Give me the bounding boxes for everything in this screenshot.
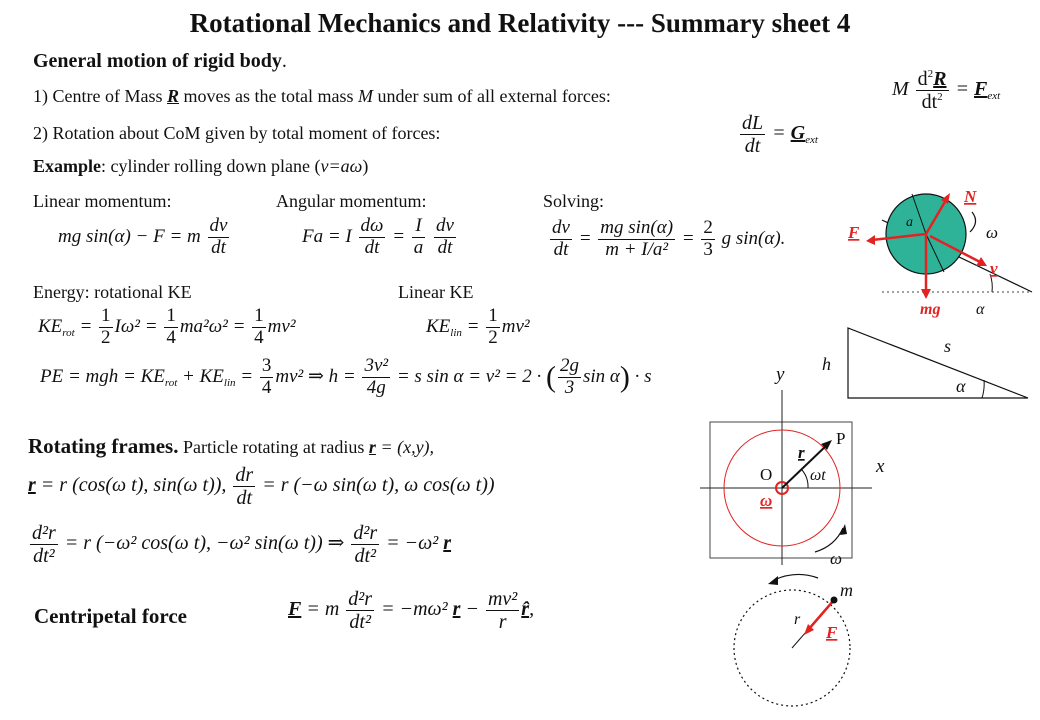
eq-d2r-frac2 bbox=[351, 522, 379, 567]
eq-d2r-num2: d²r bbox=[353, 522, 378, 544]
eq-ke-mv2: mv² bbox=[267, 315, 296, 337]
eq-pe-plus: + KE bbox=[177, 365, 224, 387]
triangle-angle-arc bbox=[982, 380, 984, 398]
eq-cp-mv2: mv² bbox=[487, 588, 518, 610]
eq-ang-a: a bbox=[413, 236, 424, 258]
general-heading-line bbox=[33, 50, 287, 73]
eq-d2r-num1: d²r bbox=[32, 522, 56, 544]
rotating-heading: Rotating frames. bbox=[28, 434, 179, 458]
angle-wt-arc bbox=[802, 470, 808, 488]
gravity-arrowhead bbox=[921, 289, 931, 299]
eq-ang-lhs: Fa = I bbox=[302, 225, 352, 247]
eq-dr: dr bbox=[235, 464, 254, 486]
eq-solve-2: 2 bbox=[703, 217, 713, 238]
eq-sup2b: 2 bbox=[937, 91, 943, 103]
eq-r-rhs: = r (cos(ω t), sin(ω t)), bbox=[35, 474, 227, 497]
eq-linear-momentum bbox=[58, 216, 231, 259]
eq-dr-dt: dt bbox=[236, 487, 253, 509]
page-title: Rotational Mechanics and Relativity --- Summary sheet 4 bbox=[189, 8, 851, 38]
eq-solve-num: mg sin(α) bbox=[600, 217, 674, 238]
circ-m: m bbox=[840, 580, 853, 600]
general-heading-dot: . bbox=[281, 50, 287, 72]
frame-y: y bbox=[776, 364, 785, 385]
eq-tg-den: 3 bbox=[564, 376, 575, 398]
circ-r: r bbox=[794, 611, 801, 628]
eq-h-num: 3v² bbox=[364, 355, 389, 376]
eq-com-M: M bbox=[892, 78, 909, 101]
motion-arc-head bbox=[768, 576, 778, 585]
eq-ke-frac3 bbox=[252, 306, 266, 349]
fig-mg: mg bbox=[920, 301, 941, 318]
eq-kel-mv2: mv² bbox=[501, 315, 530, 337]
eq-accel bbox=[28, 522, 451, 567]
eq-ang-dt: dt bbox=[364, 236, 380, 258]
eq-solve-den: m + I/a² bbox=[605, 238, 669, 260]
rotating-r: r bbox=[368, 437, 376, 457]
eq-pe-mv: mv² ⇒ h = bbox=[275, 365, 361, 387]
eq-centripetal: F = m $\frac{\text{d²r}}{\text{dt²}}$ = −mω² r − $\frac{\text{mv²}}{r}$ r̂, bbox=[288, 588, 535, 633]
eq-solve-frac1 bbox=[550, 218, 572, 261]
eq-ke-1a: 1 bbox=[101, 305, 111, 326]
eq-d2r-tail: = −ω² bbox=[381, 532, 444, 555]
eq-com-F: F bbox=[974, 78, 988, 101]
frame-r: r bbox=[798, 443, 805, 462]
eq-d2r-den1: dt² bbox=[33, 545, 55, 567]
mass-dot bbox=[831, 597, 838, 604]
eq-lin-dv: dv bbox=[209, 215, 228, 236]
motion-arc bbox=[774, 574, 818, 580]
eq-d2r-r: r bbox=[443, 532, 452, 555]
eq-solve-frac2 bbox=[598, 218, 675, 261]
eq-pe-3: 3 bbox=[261, 355, 272, 376]
frame-omega2: ω bbox=[830, 549, 843, 568]
eq-kel-sub: lin bbox=[450, 326, 462, 339]
eq-kel-2: 2 bbox=[488, 326, 498, 348]
eq-ke-2: 2 bbox=[101, 326, 111, 348]
com-M: M bbox=[357, 86, 373, 106]
eq-ang-dw: dω bbox=[360, 215, 384, 236]
eq-kel-1: 1 bbox=[488, 305, 498, 326]
eq-sin-a: sin α bbox=[582, 365, 620, 387]
line-example bbox=[33, 156, 368, 177]
rotating-xy: = (x,y), bbox=[375, 437, 435, 457]
fig-N: N bbox=[964, 187, 977, 206]
eq-solve-frac3 bbox=[701, 218, 715, 261]
eq-ke-1b: 1 bbox=[166, 305, 176, 326]
eq-tg-num: 2g bbox=[559, 355, 579, 376]
eq-ke-frac1 bbox=[99, 306, 113, 349]
example-text: : cylinder rolling down plane ( bbox=[101, 156, 321, 176]
eq-cp-F: F bbox=[288, 598, 302, 621]
eq-cp-rhat: r̂ bbox=[521, 598, 530, 621]
eq-d2r-rhs: = r (−ω² cos(ω t), −ω² sin(ω t)) ⇒ bbox=[59, 532, 350, 555]
eq-pe-rot: rot bbox=[164, 376, 178, 389]
eq-cp-m: = m bbox=[301, 598, 340, 621]
tri-h: h bbox=[822, 354, 831, 374]
energy-label: Energy: rotational KE bbox=[33, 282, 192, 302]
friction-arrowhead bbox=[866, 235, 875, 245]
eq-G-ext: ext bbox=[805, 134, 818, 147]
eq-dL: dL bbox=[742, 112, 764, 134]
eq-kel-frac bbox=[486, 306, 500, 349]
eq-h-tail: = s sin α = v² = 2 · bbox=[392, 365, 546, 387]
rotating-line bbox=[28, 434, 434, 459]
com-text-1: 1) Centre of Mass bbox=[33, 86, 167, 106]
eq-G: G bbox=[790, 122, 806, 145]
eq-pe-eq: = bbox=[235, 365, 258, 387]
eq-h-frac bbox=[362, 356, 390, 399]
frame-wt: ωt bbox=[810, 467, 826, 484]
eq-dr-frac bbox=[233, 464, 255, 509]
eq-ke-1c: 1 bbox=[254, 305, 264, 326]
eq-tg-frac bbox=[558, 356, 581, 399]
rotating-text: Particle rotating at radius bbox=[178, 437, 369, 457]
centripetal-label: Centripetal force bbox=[34, 604, 187, 628]
eq-dr-rhs: = r (−ω sin(ω t), ω cos(ω t)) bbox=[257, 474, 495, 497]
com-R: R bbox=[166, 86, 179, 106]
solving-label: Solving: bbox=[543, 191, 605, 211]
tri-alpha: α bbox=[956, 376, 966, 396]
eq-sup2: 2 bbox=[927, 68, 934, 80]
eq-com-frac bbox=[916, 68, 949, 113]
fig-v: v bbox=[990, 259, 998, 278]
fig-F: F bbox=[848, 223, 860, 242]
centripetal-figure bbox=[730, 572, 880, 712]
linear-momentum-label: Linear momentum: bbox=[33, 191, 172, 211]
eq-lin-lhs: mg sin(α) − F = m bbox=[58, 225, 201, 247]
eq-pe-4: 4 bbox=[261, 376, 272, 398]
eq-r-pos bbox=[28, 464, 495, 509]
eq-d2r-frac1 bbox=[30, 522, 58, 567]
fig-omega: ω bbox=[986, 223, 999, 242]
frame-x: x bbox=[876, 456, 885, 477]
fig-alpha: α bbox=[976, 301, 985, 318]
eq-r-vec: r bbox=[28, 474, 36, 497]
eq-d: d bbox=[917, 68, 928, 90]
eq-ang-dv: dv bbox=[436, 215, 454, 236]
eq-cp-comma: , bbox=[529, 598, 535, 621]
eq-ke-4b: 4 bbox=[254, 326, 264, 348]
eq-ang-frac1 bbox=[359, 216, 386, 259]
eq-dot-s: · s bbox=[629, 365, 652, 387]
eq-ang-I: I bbox=[412, 216, 426, 238]
eq-pe-frac bbox=[260, 356, 274, 399]
eq-ang-dt2: dt bbox=[437, 236, 453, 258]
eq-cp-rden: r bbox=[498, 611, 507, 633]
line-com bbox=[33, 86, 611, 107]
eq-pe-lin: lin bbox=[223, 376, 236, 389]
example-label: Example bbox=[33, 156, 102, 176]
eq-com-ext: ext bbox=[987, 90, 1001, 103]
frame-O: O bbox=[760, 465, 773, 484]
fig-a: a bbox=[906, 215, 913, 230]
eq-ang-frac2 bbox=[412, 216, 426, 259]
eq-angmom-frac bbox=[740, 112, 765, 157]
angular-momentum-label: Angular momentum: bbox=[276, 191, 427, 211]
eq-kel-KE: KE bbox=[426, 315, 451, 337]
tri-s: s bbox=[944, 336, 952, 356]
eq-ang-frac3 bbox=[434, 216, 456, 259]
omega-arc bbox=[970, 212, 976, 232]
eq-cp-r: r bbox=[452, 598, 461, 621]
eq-solve-3: 3 bbox=[703, 238, 713, 260]
eq-ke-rot: $KE_{rot}$ = $\frac{1}{2}$ Iω² = $\frac{1}{4}$ ma²ω² = $\frac{1}{4}$ mv² bbox=[38, 305, 296, 348]
eq-ke-lin: $KE_{lin}$ = $\frac{1}{2}$ mv² bbox=[426, 305, 530, 348]
eq-ke-4a: 4 bbox=[166, 326, 176, 348]
eq-angular-momentum: Fa = I $\frac{d\omega}{dt}$ = $\frac{I}{a}$ $\frac{dv}{dt}$ bbox=[302, 215, 454, 258]
com-text-2: moves as the total mass bbox=[179, 86, 358, 106]
eq-solving: $\frac{dv}{dt}$ = $\frac{\text{mg sin(α)}}{\text{m + I/a²}}$ = $\frac{2}{3}$ g sin(α). bbox=[552, 217, 786, 260]
omega-rotation-head bbox=[840, 524, 847, 535]
eq-ke-ma2: ma²ω² = bbox=[179, 315, 251, 337]
linear-ke-label: Linear KE bbox=[398, 282, 474, 302]
general-heading: General motion of rigid body bbox=[33, 50, 282, 72]
cylinder-figure bbox=[842, 180, 1038, 320]
eq-cp-frac1 bbox=[346, 588, 374, 633]
circ-F: F bbox=[826, 623, 838, 642]
eq-dt: dt bbox=[921, 91, 938, 113]
eq-ke-rot-sub: rot bbox=[62, 326, 75, 339]
eq-dt2: dt bbox=[744, 135, 761, 157]
eq-ke-frac2 bbox=[164, 306, 178, 349]
com-text-3: under sum of all external forces: bbox=[372, 86, 611, 106]
frame-P: P bbox=[836, 429, 846, 448]
eq-cp-frac2 bbox=[486, 588, 519, 633]
eq-com: M $\frac{d^2R}{dt^2}$ = $F_{ext}$ bbox=[892, 68, 1001, 113]
eq-R: R bbox=[933, 68, 947, 90]
frame-omega: ω bbox=[760, 491, 773, 510]
eq-pe: PE = mgh = $KE_{rot} + KE_{lin}$ = $\frac{3}{4}$ mv² ⇒ h = $\frac{\text{3v²}}{4g}$ = s sin α = v² = 2 · ( $\frac{2g}{3}$ sin α) · s bbox=[40, 355, 652, 398]
eq-ke-Iw2: Iω² = bbox=[114, 315, 163, 337]
eq-ke-KE: KE bbox=[38, 315, 63, 337]
eq-angmom: $\frac{dL}{dt}$ = $G_{ext}$ bbox=[742, 112, 818, 157]
line-rotation: 2) Rotation about CoM given by total moment of forces: bbox=[33, 123, 441, 143]
eq-d2r-den2: dt² bbox=[354, 545, 377, 567]
eq-pe-lhs: PE = mgh = KE bbox=[40, 365, 165, 387]
eq-solve-dt: dt bbox=[553, 238, 569, 260]
example-close: ) bbox=[362, 156, 369, 176]
example-rel: v=aω bbox=[320, 156, 363, 176]
eq-lin-frac bbox=[208, 216, 230, 259]
eq-solve-dv: dv bbox=[552, 217, 570, 238]
eq-solve-tail: g sin(α). bbox=[721, 227, 786, 249]
rotating-frame-figure bbox=[690, 360, 910, 570]
eq-cp-den: dt² bbox=[349, 611, 371, 633]
eq-h-den: 4g bbox=[366, 376, 386, 398]
eq-cp-num: d²r bbox=[348, 588, 373, 610]
eq-cp-mid: = −mω² bbox=[376, 598, 453, 621]
eq-lin-dt: dt bbox=[211, 236, 226, 258]
